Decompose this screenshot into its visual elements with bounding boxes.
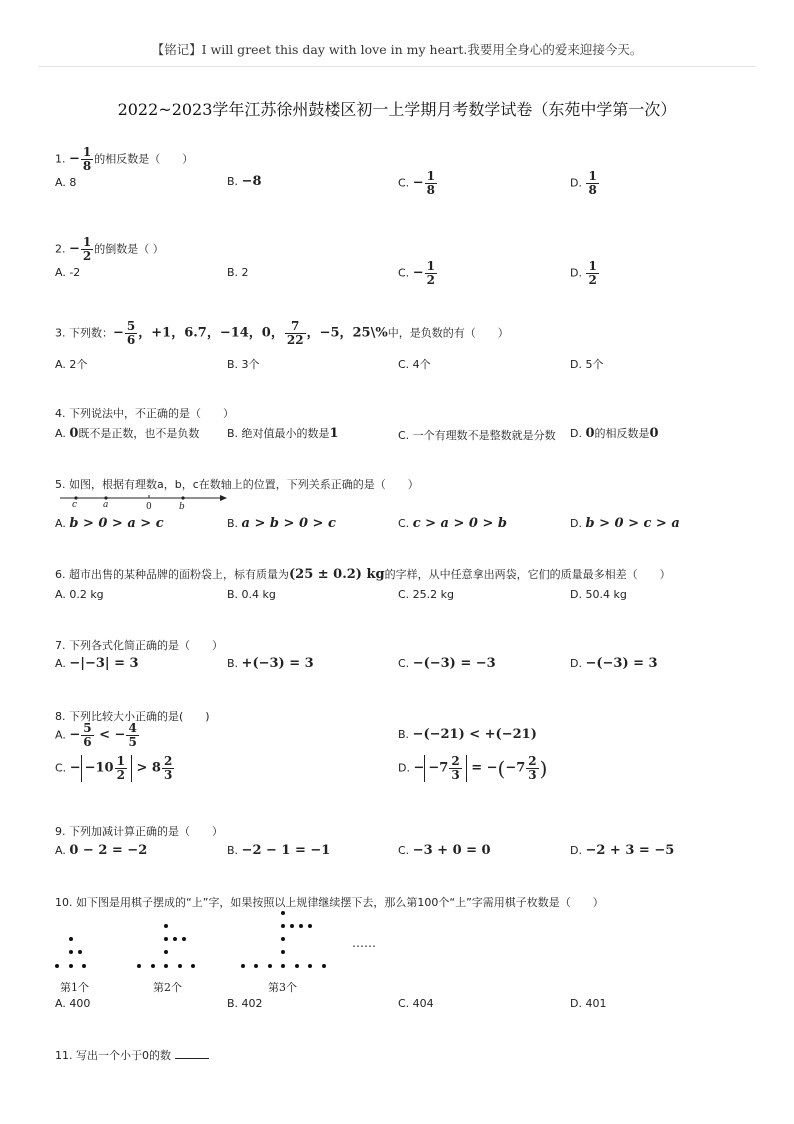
q2-c-neg: − (412, 265, 424, 281)
q3-fraction-2 (285, 320, 306, 347)
q9-d-math: −2 + 3 = −5 (585, 843, 675, 858)
q8-a-op: < − (94, 727, 126, 743)
q2-c-num: 1 (426, 259, 435, 273)
piece (151, 964, 155, 968)
q6-text-1: 6. 超市出售的某种品牌的面粉袋上，标有质量为 (55, 568, 289, 581)
q7-a-label: A. (55, 657, 70, 670)
piece (241, 964, 245, 968)
q5-d-label: D. (570, 517, 586, 530)
piece (308, 924, 312, 928)
q10-option-d[interactable]: D. 401 (570, 997, 607, 1010)
question-3-stem (55, 320, 509, 347)
q3-option-c[interactable]: C. 4个 (398, 358, 431, 371)
q4-a-math: 0 (69, 426, 79, 441)
q10-option-c[interactable]: C. 404 (398, 997, 434, 1010)
question-8-stem: 8. 下列比较大小正确的是( ) (55, 710, 210, 723)
q3-math-1: ，+1，6.7，−14，0， (138, 325, 284, 341)
piece (281, 937, 285, 941)
exam-title: 2022~2023学年江苏徐州鼓楼区初一上学期月考数学试卷（东苑中学第一次） (117, 100, 677, 119)
q7-b-label: B. (227, 657, 242, 670)
q8-c-whole: −10 (84, 760, 114, 776)
piece (254, 964, 258, 968)
q1-fraction (81, 146, 93, 173)
q7-c-math: −(−3) = −3 (412, 656, 496, 671)
q8-a-num-2: 4 (128, 721, 137, 735)
label-c: c (72, 500, 78, 510)
q8-c-neg: − (69, 760, 81, 776)
piece (78, 950, 82, 954)
q10-option-b[interactable]: B. 402 (227, 997, 263, 1010)
q1-neg: − (69, 151, 80, 167)
q8-a-den-1: 6 (83, 735, 92, 750)
q4-a-text: 既不是正数，也不是负数 (78, 427, 200, 440)
point-b (181, 496, 184, 499)
q9-option-c[interactable] (398, 843, 491, 858)
q6-text-2: 的字样，从中任意拿出两袋，它们的质量最多相差（ ） (384, 568, 671, 581)
q1-d-fraction (586, 170, 598, 197)
q8-d-den-2: 3 (528, 768, 537, 783)
q7-b-math: +(−3) = 3 (241, 656, 314, 671)
q8-option-b[interactable] (398, 727, 537, 742)
q11-answer-blank[interactable] (175, 1049, 209, 1059)
q7-d-label: D. (570, 657, 586, 670)
q8-a-den-2: 5 (128, 735, 137, 750)
q8-d-fraction-2 (526, 755, 538, 782)
q3-option-d[interactable]: D. 5个 (570, 358, 604, 371)
q5-option-c[interactable] (398, 516, 507, 531)
q8-d-paren-right: ) (539, 756, 548, 781)
piece (178, 964, 182, 968)
question-1-stem (55, 146, 193, 173)
q8-a-label: A. (55, 728, 70, 742)
q8-d-neg: − (413, 760, 425, 776)
question-10-stem: 10. 如下图是用棋子摆成的“上”字，如果按照以上规律继续摆下去，那么第100个“上”字需用棋子枚数是（ ） (55, 896, 604, 909)
q2-d-num: 1 (588, 259, 597, 273)
q8-d-paren-left: ( (497, 756, 506, 781)
q8-d-abs (424, 755, 466, 782)
q10-option-a[interactable]: A. 400 (55, 997, 91, 1010)
q3-den-1: 6 (126, 333, 136, 348)
q3-fraction-1 (125, 320, 137, 347)
q3-option-a[interactable]: A. 2个 (55, 358, 88, 371)
q3-num-1: 5 (126, 319, 136, 333)
question-4-stem: 4. 下列说法中，不正确的是（ ） (55, 407, 234, 420)
question-7-stem: 7. 下列各式化简正确的是（ ） (55, 639, 223, 652)
piece (164, 964, 168, 968)
q5-option-b[interactable] (227, 516, 336, 531)
piece (182, 937, 186, 941)
q5-a-label: A. (55, 517, 70, 530)
q1-den: 8 (82, 159, 92, 174)
q2-text: 的倒数是（ ） (94, 242, 164, 256)
piece (281, 911, 285, 915)
q9-a-label: A. (55, 844, 70, 857)
q3-text: 中，是负数的有（ ） (387, 326, 509, 340)
q1-option-b[interactable] (227, 174, 262, 189)
q4-d-text: 的相反数是 (594, 427, 650, 440)
q8-d-whole-2: −7 (505, 760, 526, 776)
label-zero: 0 (146, 502, 152, 512)
q8-a-neg: − (69, 727, 81, 743)
q5-c-label: C. (398, 517, 413, 530)
piece (164, 924, 168, 928)
piece (281, 964, 285, 968)
q5-d-math: b > 0 > c > a (585, 516, 680, 531)
page-header-motto: 【铭记】I will greet this day with love in my heart.我要用全身心的爱来迎接今天。 (151, 42, 643, 57)
q4-option-a[interactable] (55, 425, 199, 441)
q8-c-op: > 8 (131, 760, 161, 776)
q8-c-label: C. (55, 761, 70, 775)
q1-num: 1 (82, 145, 92, 159)
q4-a-label: A. (55, 427, 70, 440)
q8-c-den: 2 (116, 768, 125, 783)
q8-b-math: −(−21) < +(−21) (412, 727, 537, 742)
q2-fraction (81, 236, 93, 263)
q5-c-math: c > a > 0 > b (412, 516, 507, 531)
piece (281, 950, 285, 954)
q4-option-c[interactable]: C. 一个有理数不是整数就是分数 (398, 429, 556, 442)
q8-c-num-2: 2 (163, 754, 173, 768)
question-9-stem: 9. 下列加减计算正确的是（ ） (55, 825, 223, 838)
q7-option-b[interactable] (227, 656, 314, 671)
piece (69, 950, 73, 954)
q6-math: (25 ± 0.2) kg (289, 567, 385, 582)
q1-b-math: −8 (241, 174, 262, 189)
q5-b-math: a > b > 0 > c (241, 516, 336, 531)
piece (82, 964, 86, 968)
q8-c-num: 1 (116, 754, 125, 768)
q8-d-den: 3 (451, 768, 460, 783)
q8-option-d[interactable] (398, 755, 547, 782)
question-6-stem (55, 566, 671, 582)
q8-d-whole: −7 (428, 760, 449, 776)
q7-option-d[interactable] (570, 656, 658, 671)
q1-d-den: 8 (588, 183, 597, 198)
label-b: b (179, 502, 185, 512)
q1-c-den: 8 (426, 183, 435, 198)
q4-d-label: D. (570, 427, 586, 440)
q9-a-math: 0 − 2 = −2 (69, 843, 148, 858)
q2-d-den: 2 (588, 273, 597, 288)
piece (55, 964, 59, 968)
q6-option-d[interactable]: D. 50.4 kg (570, 588, 627, 601)
q9-option-a[interactable] (55, 843, 147, 858)
q8-d-num: 2 (451, 754, 460, 768)
q6-option-a[interactable]: A. 0.2 kg (55, 588, 104, 601)
label-a: a (103, 500, 109, 510)
q2-c-den: 2 (426, 273, 435, 288)
q1-text: 的相反数是（ ） (94, 152, 194, 166)
q2-d-label: D. (570, 266, 586, 280)
q4-b-math: 1 (329, 426, 339, 441)
q2-d-fraction (586, 260, 598, 287)
q8-d-num-2: 2 (528, 754, 537, 768)
q4-option-b[interactable] (227, 425, 339, 441)
q9-b-math: −2 − 1 = −1 (241, 843, 331, 858)
q3-neg: − (113, 325, 124, 341)
q8-c-den-2: 3 (163, 768, 173, 783)
piece (164, 937, 168, 941)
q2-option-a[interactable]: A. -2 (55, 266, 81, 279)
q5-number-line (55, 490, 230, 514)
q6-option-b[interactable]: B. 0.4 kg (227, 588, 276, 601)
q4-d-math: 0 (585, 426, 595, 441)
piece (308, 964, 312, 968)
piece (137, 964, 141, 968)
number-line-arrow (220, 495, 227, 501)
question-11 (55, 1047, 209, 1063)
q8-d-label: D. (398, 761, 414, 775)
q1-c-num: 1 (426, 169, 435, 183)
q3-den-2: 22 (286, 333, 304, 348)
q5-option-d[interactable] (570, 516, 680, 531)
q10-fig2-caption: 第2个 (153, 981, 182, 994)
q7-c-label: C. (398, 657, 413, 670)
q6-option-c[interactable]: C. 25.2 kg (398, 588, 455, 601)
q4-d-math-2: 0 (649, 426, 659, 441)
q10-fig3-caption: 第3个 (268, 981, 297, 994)
q2-option-d[interactable] (570, 260, 600, 287)
q1-option-c[interactable] (398, 170, 438, 197)
q5-b-label: B. (227, 517, 242, 530)
q10-ellipsis: …… (352, 936, 376, 950)
piece (173, 937, 177, 941)
q8-c-fraction-2 (162, 755, 174, 782)
piece (299, 924, 303, 928)
q3-num-2: 7 (285, 320, 306, 334)
question-2-stem (55, 236, 164, 263)
q11-stem: 11. 写出一个小于0的数 (55, 1049, 171, 1062)
piece (69, 937, 73, 941)
q1-d-num: 1 (588, 169, 597, 183)
q3-number: 3. 下列数： (55, 326, 113, 340)
q5-a-math: b > 0 > a > c (69, 516, 164, 531)
q8-a-fraction-2 (126, 722, 138, 749)
piece (295, 964, 299, 968)
q2-den: 2 (82, 249, 92, 264)
q1-c-label: C. (398, 176, 413, 190)
q4-option-d[interactable] (570, 425, 659, 441)
q1-c-neg: − (412, 175, 424, 191)
q7-option-a[interactable] (55, 656, 139, 671)
q2-number: 2. (55, 242, 69, 256)
q2-option-b[interactable]: B. 2 (227, 266, 249, 279)
q8-d-op: = − (466, 760, 498, 776)
piece (322, 964, 326, 968)
q8-b-label: B. (398, 728, 413, 741)
piece (268, 964, 272, 968)
q8-d-fraction (449, 755, 461, 782)
q10-fig1-caption: 第1个 (60, 981, 89, 994)
q9-b-label: B. (227, 844, 242, 857)
piece (290, 924, 294, 928)
q9-option-b[interactable] (227, 843, 330, 858)
q9-c-label: C. (398, 844, 413, 857)
q9-option-d[interactable] (570, 843, 674, 858)
q2-neg: − (69, 241, 80, 257)
q9-c-math: −3 + 0 = 0 (412, 843, 491, 858)
piece (69, 964, 73, 968)
q2-c-fraction (425, 260, 437, 287)
q7-option-c[interactable] (398, 656, 496, 671)
piece (281, 924, 285, 928)
q1-number: 1. (55, 152, 69, 166)
q1-b-label: B. (227, 175, 242, 188)
piece (191, 964, 195, 968)
q2-num: 1 (82, 235, 92, 249)
q5-option-a[interactable] (55, 516, 164, 531)
q3-option-b[interactable]: B. 3个 (227, 358, 260, 371)
q4-b-text: B. 绝对值最小的数是 (227, 427, 330, 440)
header-divider (38, 66, 756, 67)
q8-c-abs (81, 755, 132, 782)
q8-a-num-1: 5 (83, 721, 92, 735)
q8-option-c[interactable] (55, 755, 175, 782)
question-5-stem: 5. 如图，根据有理数a，b，c在数轴上的位置，下列关系正确的是（ ） (55, 478, 419, 491)
q3-math-2: ，−5，25\% (306, 325, 388, 341)
q1-d-label: D. (570, 176, 586, 190)
piece (164, 950, 168, 954)
q9-d-label: D. (570, 844, 586, 857)
q1-c-fraction (425, 170, 437, 197)
q1-option-a[interactable]: A. 8 (55, 176, 77, 189)
q7-a-math: −|−3| = 3 (69, 656, 139, 671)
q8-c-fraction (115, 755, 127, 782)
q1-option-d[interactable] (570, 170, 600, 197)
q8-option-a[interactable] (55, 722, 140, 749)
q8-a-fraction-1 (81, 722, 93, 749)
q2-c-label: C. (398, 266, 413, 280)
q2-option-c[interactable] (398, 260, 438, 287)
q7-d-math: −(−3) = 3 (585, 656, 658, 671)
